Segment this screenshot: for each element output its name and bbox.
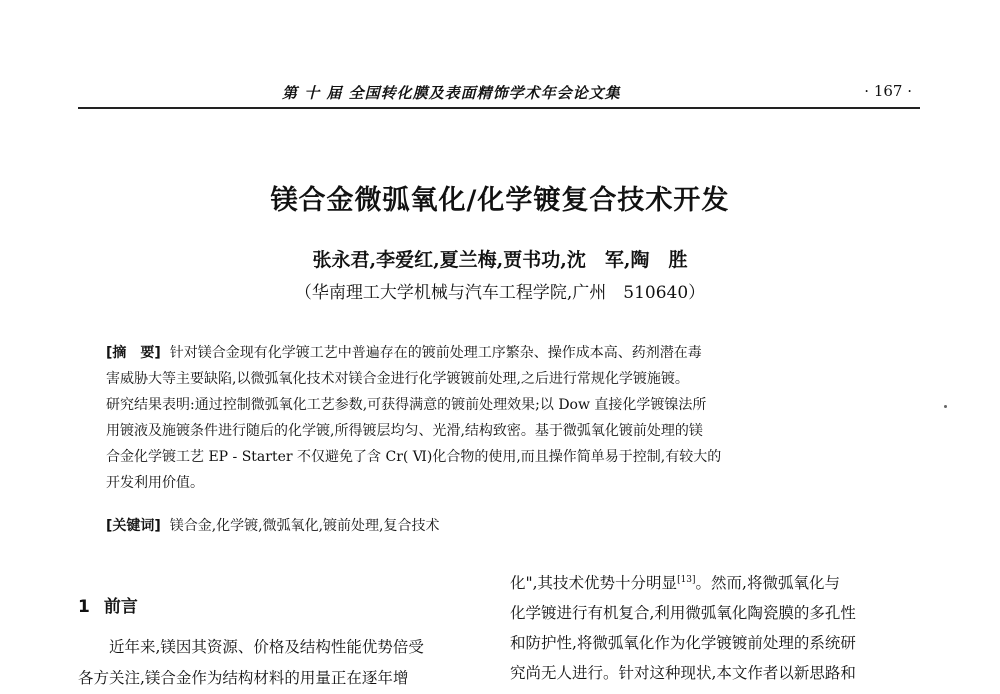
body-text: 。然而,将微弧氧化与 xyxy=(695,574,840,592)
keywords xyxy=(106,515,890,535)
running-header xyxy=(78,82,918,106)
body-line xyxy=(510,568,920,598)
section-title: 前言 xyxy=(103,597,138,617)
header-rule xyxy=(78,107,920,109)
keywords-text: 镁合金,化学镀,微弧氧化,镀前处理,复合技术 xyxy=(169,518,440,534)
body-line: 近年来,镁因其资源、价格及结构性能优势倍受 xyxy=(109,638,424,656)
abstract-line: 合金化学镀工艺 EP - Starter 不仅避免了含 Cr( Ⅵ)化合物的使用,而且操作简单易于控制,有较大的 xyxy=(106,449,722,465)
abstract-line: 研究结果表明:通过控制微弧氧化工艺参数,可获得满意的镀前处理效果;以 Dow 直接化学镀镍法所 xyxy=(106,397,707,413)
body-line: 和防护性,将微弧氧化作为化学镀镀前处理的系统研 xyxy=(510,634,856,652)
abstract-line: 用镀液及施镀条件进行随后的化学镀,所得镀层均匀、光滑,结构致密。基于微弧氧化镀前处理的镁 xyxy=(106,423,703,439)
body-line: 化学镀进行有机复合,利用微弧氧化陶瓷膜的多孔性 xyxy=(510,604,856,622)
abstract xyxy=(106,340,890,496)
abstract-line: 害威胁大等主要缺陷,以微弧氧化技术对镁合金进行化学镀镀前处理,之后进行常规化学镀施镀。 xyxy=(106,371,689,387)
abstract-line xyxy=(106,340,890,366)
section-number: 1 xyxy=(78,597,90,617)
page-number: · 167 · xyxy=(864,82,912,100)
scan-speck xyxy=(944,405,947,408)
author-list: 张永君,李爱红,夏兰梅,贾书功,沈 军,陶 胜 xyxy=(312,249,688,271)
body-column-right xyxy=(510,568,920,688)
abstract-text: 针对镁合金现有化学镀工艺中普遍存在的镀前处理工序繁杂、操作成本高、药剂潜在毒 xyxy=(169,345,702,361)
body-line: 究尚无人进行。针对这种现状,本文作者以新思路和 xyxy=(510,664,856,682)
body-text: 化",其技术优势十分明显 xyxy=(510,574,678,592)
citation-ref: [13] xyxy=(677,574,696,585)
abstract-line: 开发利用价值。 xyxy=(106,475,204,491)
paper-title: 镁合金微弧氧化/化学镀复合技术开发 xyxy=(270,185,730,216)
section-heading xyxy=(78,592,138,617)
keywords-label: [关键词] xyxy=(106,518,161,534)
affiliation: （华南理工大学机械与汽车工程学院,广州 510640） xyxy=(294,283,706,303)
body-column-left xyxy=(78,632,488,694)
body-line: 各方关注,镁合金作为结构材料的用量正在逐年增 xyxy=(78,669,409,687)
journal-title: 第 十 届 全国转化膜及表面精饰学术年会论文集 xyxy=(282,84,621,102)
abstract-label: [摘 要] xyxy=(106,345,161,361)
